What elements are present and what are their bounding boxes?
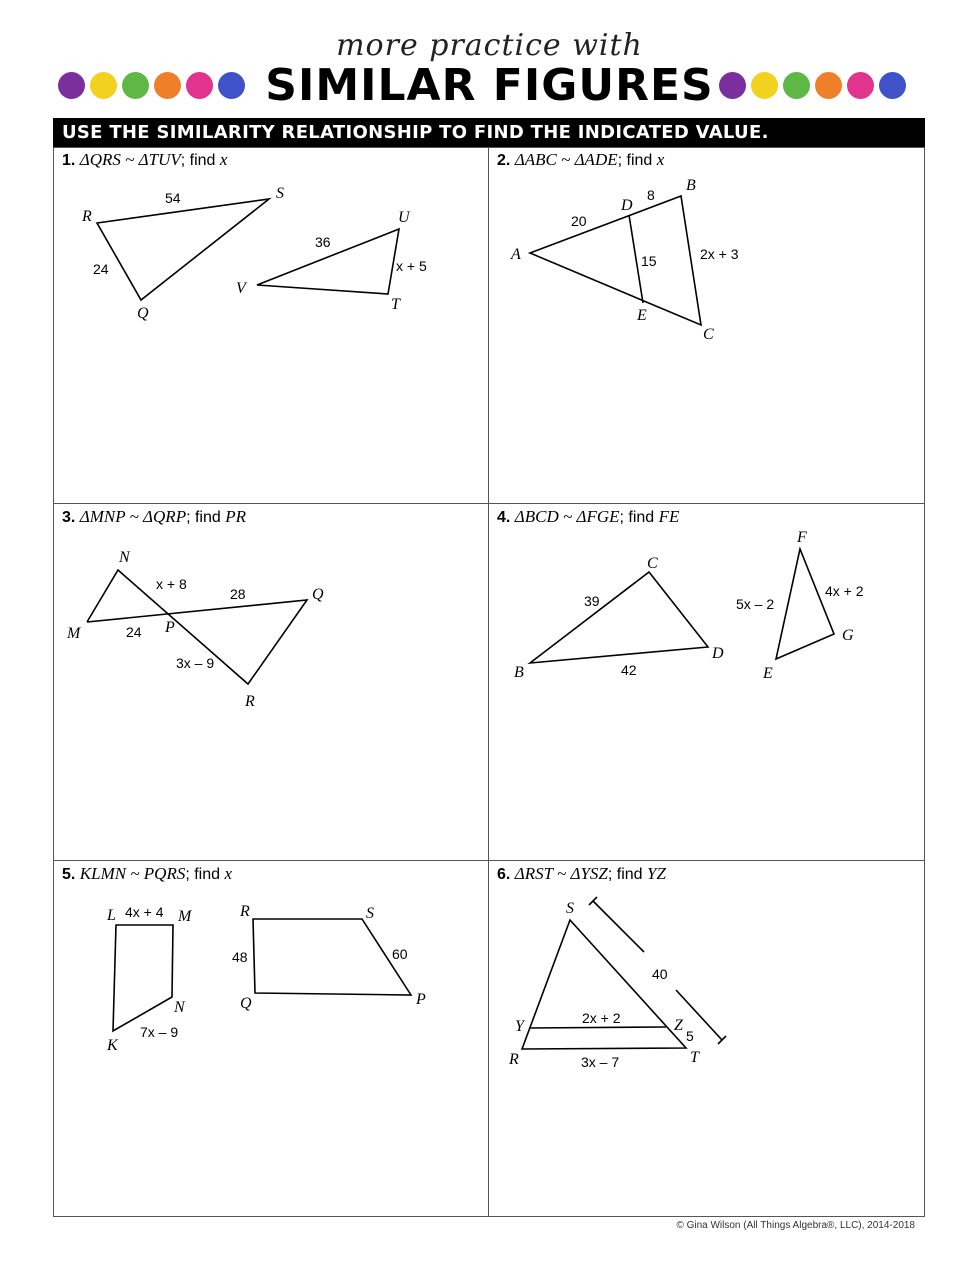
vertex-s: S — [366, 905, 374, 922]
side-label: 60 — [392, 946, 408, 962]
vertex-b: B — [686, 177, 696, 194]
quad-klmn — [113, 925, 173, 1031]
problem-5-label: 5. KLMN ~ PQRS; find x — [62, 864, 233, 883]
side-label: 39 — [584, 593, 600, 609]
vertex-m: M — [67, 625, 81, 642]
problem-statement: ΔRST ~ ΔYSZ — [514, 864, 608, 883]
problem-2-label: 2. ΔABC ~ ΔADE; find x — [497, 150, 665, 169]
vertex-v: V — [236, 280, 246, 297]
quad-pqrs — [253, 919, 411, 995]
vertex-e: E — [637, 307, 647, 324]
vertex-f: F — [797, 529, 807, 546]
side-label: 2x + 2 — [582, 1010, 621, 1026]
side-label: 8 — [647, 187, 655, 203]
side-label: x + 5 — [396, 258, 427, 274]
problem-statement: ΔMNP ~ ΔQRP — [79, 507, 187, 526]
side-label: 7x – 9 — [140, 1024, 179, 1040]
vertex-g: G — [842, 627, 854, 644]
problem-statement: ΔQRS ~ ΔTUV — [79, 150, 181, 169]
vertex-r: R — [240, 903, 250, 920]
side-label: 28 — [230, 586, 246, 602]
vertex-u: U — [398, 209, 410, 226]
copyright-footer: © Gina Wilson (All Things Algebra®, LLC), 2014-2018 — [676, 1220, 915, 1231]
instructions-banner: USE THE SIMILARITY RELATIONSHIP TO FIND THE INDICATED VALUE. — [53, 118, 925, 147]
side-label: 4x + 4 — [125, 904, 164, 920]
vertex-d: D — [712, 645, 724, 662]
vertex-l: L — [107, 907, 116, 924]
vertex-t: T — [690, 1049, 699, 1066]
vertex-r: R — [82, 208, 92, 225]
subtitle: more practice with — [336, 28, 643, 63]
vertex-p: P — [416, 991, 426, 1008]
side-label: 15 — [641, 253, 657, 269]
vertex-d: D — [621, 197, 633, 214]
triangle-rst — [522, 920, 686, 1049]
side-label: 48 — [232, 949, 248, 965]
problem-4-label: 4. ΔBCD ~ ΔFGE; find FE — [497, 507, 680, 526]
side-label: 3x – 9 — [176, 655, 215, 671]
vertex-s: S — [566, 900, 574, 917]
side-label: 40 — [652, 966, 668, 982]
triangle-abc — [530, 196, 701, 325]
side-label: 24 — [126, 624, 142, 640]
side-label: 5 — [686, 1028, 694, 1044]
vertex-m: M — [178, 908, 192, 925]
side-label: 20 — [571, 213, 587, 229]
vertex-k: K — [107, 1037, 118, 1054]
vertex-q: Q — [240, 995, 252, 1012]
side-label: 42 — [621, 662, 637, 678]
page-title: SIMILAR FIGURES — [265, 60, 714, 111]
triangle-fge — [776, 549, 834, 659]
vertex-n: N — [174, 999, 185, 1016]
side-label: 2x + 3 — [700, 246, 739, 262]
vertex-s: S — [276, 185, 284, 202]
vertex-q: Q — [312, 586, 324, 603]
vertex-e: E — [763, 665, 773, 682]
side-label: 54 — [165, 190, 181, 206]
vertex-p: P — [165, 619, 175, 636]
vertex-r: R — [245, 693, 255, 710]
side-label: 3x – 7 — [581, 1054, 620, 1070]
problem-statement: KLMN ~ PQRS — [79, 864, 186, 883]
problem-3-label: 3. ΔMNP ~ ΔQRP; find PR — [62, 507, 246, 526]
vertex-q: Q — [137, 305, 149, 322]
problem-statement: ΔBCD ~ ΔFGE — [514, 507, 620, 526]
side-label: 36 — [315, 234, 331, 250]
vertex-t: T — [391, 296, 400, 313]
side-label: 5x – 2 — [736, 596, 775, 612]
vertex-r: R — [509, 1051, 519, 1068]
problem-statement: ΔABC ~ ΔADE — [514, 150, 618, 169]
triangle-bcd — [530, 572, 708, 663]
measure-line — [593, 901, 644, 952]
side-label: 4x + 2 — [825, 583, 864, 599]
side-label: 24 — [93, 261, 109, 277]
vertex-c: C — [647, 555, 658, 572]
segment-yz — [529, 1027, 666, 1028]
vertex-c: C — [703, 326, 714, 343]
vertex-b: B — [514, 664, 524, 681]
vertex-a: A — [511, 246, 521, 263]
vertex-z: Z — [674, 1017, 683, 1034]
side-label: x + 8 — [156, 576, 187, 592]
vertex-y: Y — [515, 1018, 524, 1035]
vertex-n: N — [119, 549, 130, 566]
problem-6-label: 6. ΔRST ~ ΔYSZ; find YZ — [497, 864, 666, 883]
problem-1-label: 1. ΔQRS ~ ΔTUV; find x — [62, 150, 228, 169]
